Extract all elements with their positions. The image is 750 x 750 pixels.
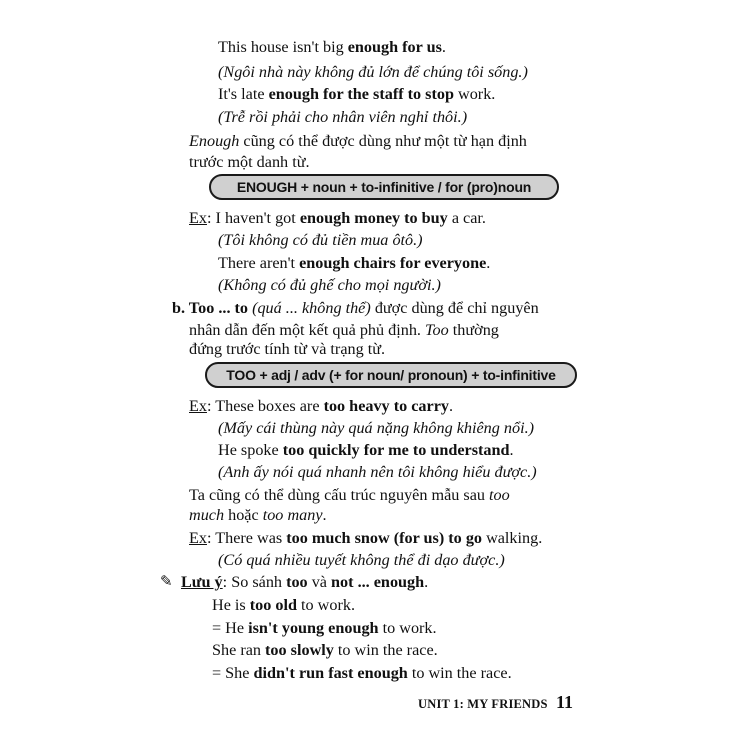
paragraph-enough-determiner-2: trước một danh từ. (189, 153, 310, 171)
example-spoke: He spoke too quickly for me to understand. (218, 441, 514, 459)
footer-unit-title: UNIT 1: MY FRIENDS (418, 697, 548, 711)
paragraph-too-much-2: much hoặc too many. (189, 506, 327, 524)
pencil-note-icon: ✎ (160, 572, 173, 590)
translation-late: (Trễ rồi phải cho nhân viên nghỉ thôi.) (218, 108, 468, 126)
translation-boxes: (Mấy cái thùng này quá nặng không khiêng nổi.) (218, 419, 535, 437)
translation-house: (Ngôi nhà này không đủ lớn để chúng tôi sống.) (218, 63, 528, 81)
translation-spoke: (Anh ấy nói quá nhanh nên tôi không hiểu được.) (218, 463, 537, 481)
note-not-young-enough: = He isn't young enough to work. (212, 619, 437, 637)
example-money: Ex: I haven't got enough money to buy a car. (189, 209, 486, 227)
section-b-line-2: nhân dẫn đến một kết quả phủ định. Too thường (189, 321, 499, 339)
paragraph-enough-determiner: Enough cũng có thể được dùng như một từ hạn định (189, 132, 527, 150)
translation-money: (Tôi không có đủ tiền mua ôtô.) (218, 231, 423, 249)
formula-box-enough: ENOUGH + noun + to-infinitive / for (pro)noun (209, 174, 559, 200)
section-b-line-3: đứng trước tính từ và trạng từ. (189, 340, 386, 358)
example-snow: Ex: There was too much snow (for us) to go walking. (189, 529, 543, 547)
translation-chairs: (Không có đủ ghế cho mọi người.) (218, 276, 441, 294)
note-not-fast-enough: = She didn't run fast enough to win the race. (212, 664, 512, 682)
line-example-house: This house isn't big enough for us. (218, 38, 446, 56)
translation-snow: (Có quá nhiều tuyết không thể đi dạo được.) (218, 551, 505, 569)
section-b-heading: b. Too ... to (quá ... không thể) được dùng để chỉ nguyên (172, 299, 539, 317)
line-example-late: It's late enough for the staff to stop work. (218, 85, 496, 103)
formula-box-too: TOO + adj / adv (+ for noun/ pronoun) + to-infinitive (205, 362, 577, 388)
example-chairs: There aren't enough chairs for everyone. (218, 254, 491, 272)
note-too-slowly: She ran too slowly to win the race. (212, 641, 438, 659)
note-too-old: He is too old to work. (212, 596, 355, 614)
note-heading: Lưu ý: So sánh too và not ... enough. (181, 573, 429, 591)
page-number: 11 (556, 692, 574, 712)
example-boxes: Ex: These boxes are too heavy to carry. (189, 397, 454, 415)
paragraph-too-much: Ta cũng có thể dùng cấu trúc nguyên mẫu sau too (189, 486, 510, 504)
